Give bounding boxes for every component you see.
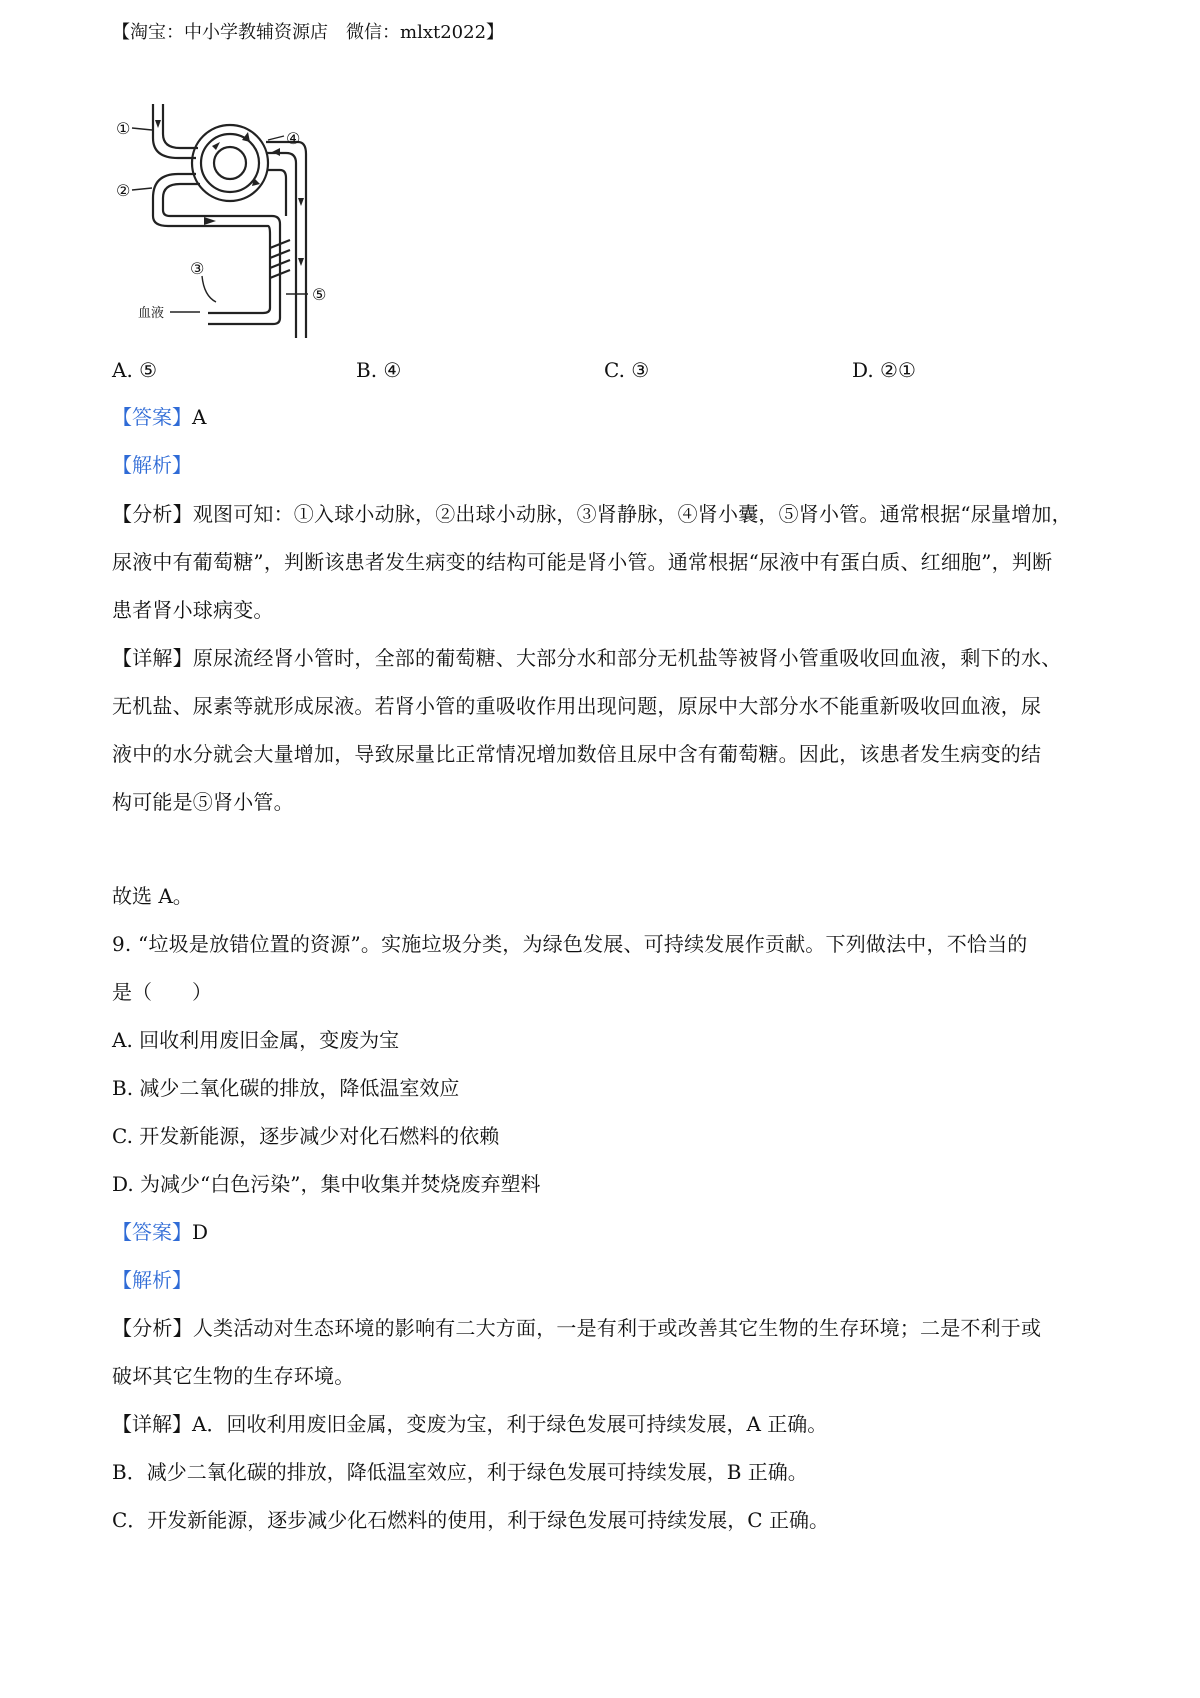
q9-stem-line-2: 是（ ） — [112, 980, 212, 1004]
option-a: A. ⑤ — [112, 358, 158, 382]
q9-choice-c: C. 开发新能源，逐步减少对化石燃料的依赖 — [112, 1124, 500, 1148]
answer-value: A — [192, 405, 207, 429]
analysis-text: 观图可知：①入球小动脉，②出球小动脉，③肾静脉，④肾小囊，⑤肾小管。通常根据“尿量增加， — [192, 502, 1072, 526]
q9-answer-line — [112, 1220, 208, 1244]
q8-explain-tag: 【解析】 — [112, 453, 192, 477]
detail-text: 原尿流经肾小管时，全部的葡萄糖、大部分水和部分无机盐等被肾小管重吸收回血液，剩下的水、 — [192, 646, 1062, 670]
q8-conclusion: 故选 A。 — [112, 884, 193, 908]
q9-analysis-line-2: 破坏其它生物的生存环境。 — [112, 1364, 355, 1388]
option-b: B. ④ — [356, 358, 402, 382]
q8-detail-line-3: 液中的水分就会大量增加，导致尿量比正常情况增加数倍且尿中含有葡萄糖。因此，该患者发生病变的结 — [112, 742, 1042, 766]
option-d: D. ②① — [852, 358, 916, 382]
q9-explain-tag: 【解析】 — [112, 1268, 192, 1292]
q8-answer-line — [112, 405, 206, 429]
q9-choice-a: A. 回收利用废旧金属，变废为宝 — [112, 1028, 400, 1052]
q8-analysis-line-2: 尿液中有葡萄糖”，判断该患者发生病变的结构可能是肾小管。通常根据“尿液中有蛋白质、红细胞”，判断 — [112, 550, 1053, 574]
blood-label: 血液 — [138, 306, 165, 321]
q8-analysis-line-1 — [112, 502, 1072, 526]
label-1: ① — [116, 119, 131, 138]
q9-choice-b: B. 减少二氧化碳的排放，降低温室效应 — [112, 1076, 460, 1100]
label-3: ③ — [190, 259, 205, 278]
q8-detail-line-4: 构可能是⑤肾小管。 — [112, 790, 294, 814]
q9-detail-line-1 — [112, 1412, 827, 1436]
q8-analysis-line-3: 患者肾小球病变。 — [112, 598, 274, 622]
analysis-tag: 【分析】 — [112, 502, 193, 526]
label-5: ⑤ — [312, 285, 327, 304]
label-2: ② — [116, 181, 131, 200]
nephron-diagram — [108, 98, 340, 344]
answer-tag: 【答案】 — [112, 405, 192, 429]
page-header: 【淘宝：中小学教辅资源店 微信：mlxt2022】 — [112, 22, 505, 43]
q9-choice-d: D. 为减少“白色污染”，集中收集并焚烧废弃塑料 — [112, 1172, 541, 1196]
analysis-text: 人类活动对生态环境的影响有二大方面，一是有利于或改善其它生物的生存环境；二是不利于或 — [192, 1316, 1042, 1340]
detail-text: A．回收利用废旧金属，变废为宝，利于绿色发展可持续发展，A 正确。 — [192, 1412, 828, 1436]
option-c: C. ③ — [604, 358, 650, 382]
detail-tag: 【详解】 — [112, 1412, 192, 1436]
q8-detail-line-1 — [112, 646, 1061, 670]
answer-tag: 【答案】 — [112, 1220, 192, 1244]
detail-tag: 【详解】 — [112, 646, 193, 670]
analysis-tag: 【分析】 — [112, 1316, 193, 1340]
q9-detail-line-3: C．开发新能源，逐步减少化石燃料的使用，利于绿色发展可持续发展，C 正确。 — [112, 1508, 829, 1532]
answer-value: D — [192, 1220, 209, 1244]
q9-stem-line-1: 9. “垃圾是放错位置的资源”。实施垃圾分类，为绿色发展、可持续发展作贡献。下列做法中，不恰当的 — [112, 932, 1028, 956]
q9-analysis-line-1 — [112, 1316, 1041, 1340]
q8-detail-line-2: 无机盐、尿素等就形成尿液。若肾小管的重吸收作用出现问题，原尿中大部分水不能重新吸收回血液，尿 — [112, 694, 1042, 718]
label-4: ④ — [286, 129, 301, 148]
q9-detail-line-2: B．减少二氧化碳的排放，降低温室效应，利于绿色发展可持续发展，B 正确。 — [112, 1460, 808, 1484]
